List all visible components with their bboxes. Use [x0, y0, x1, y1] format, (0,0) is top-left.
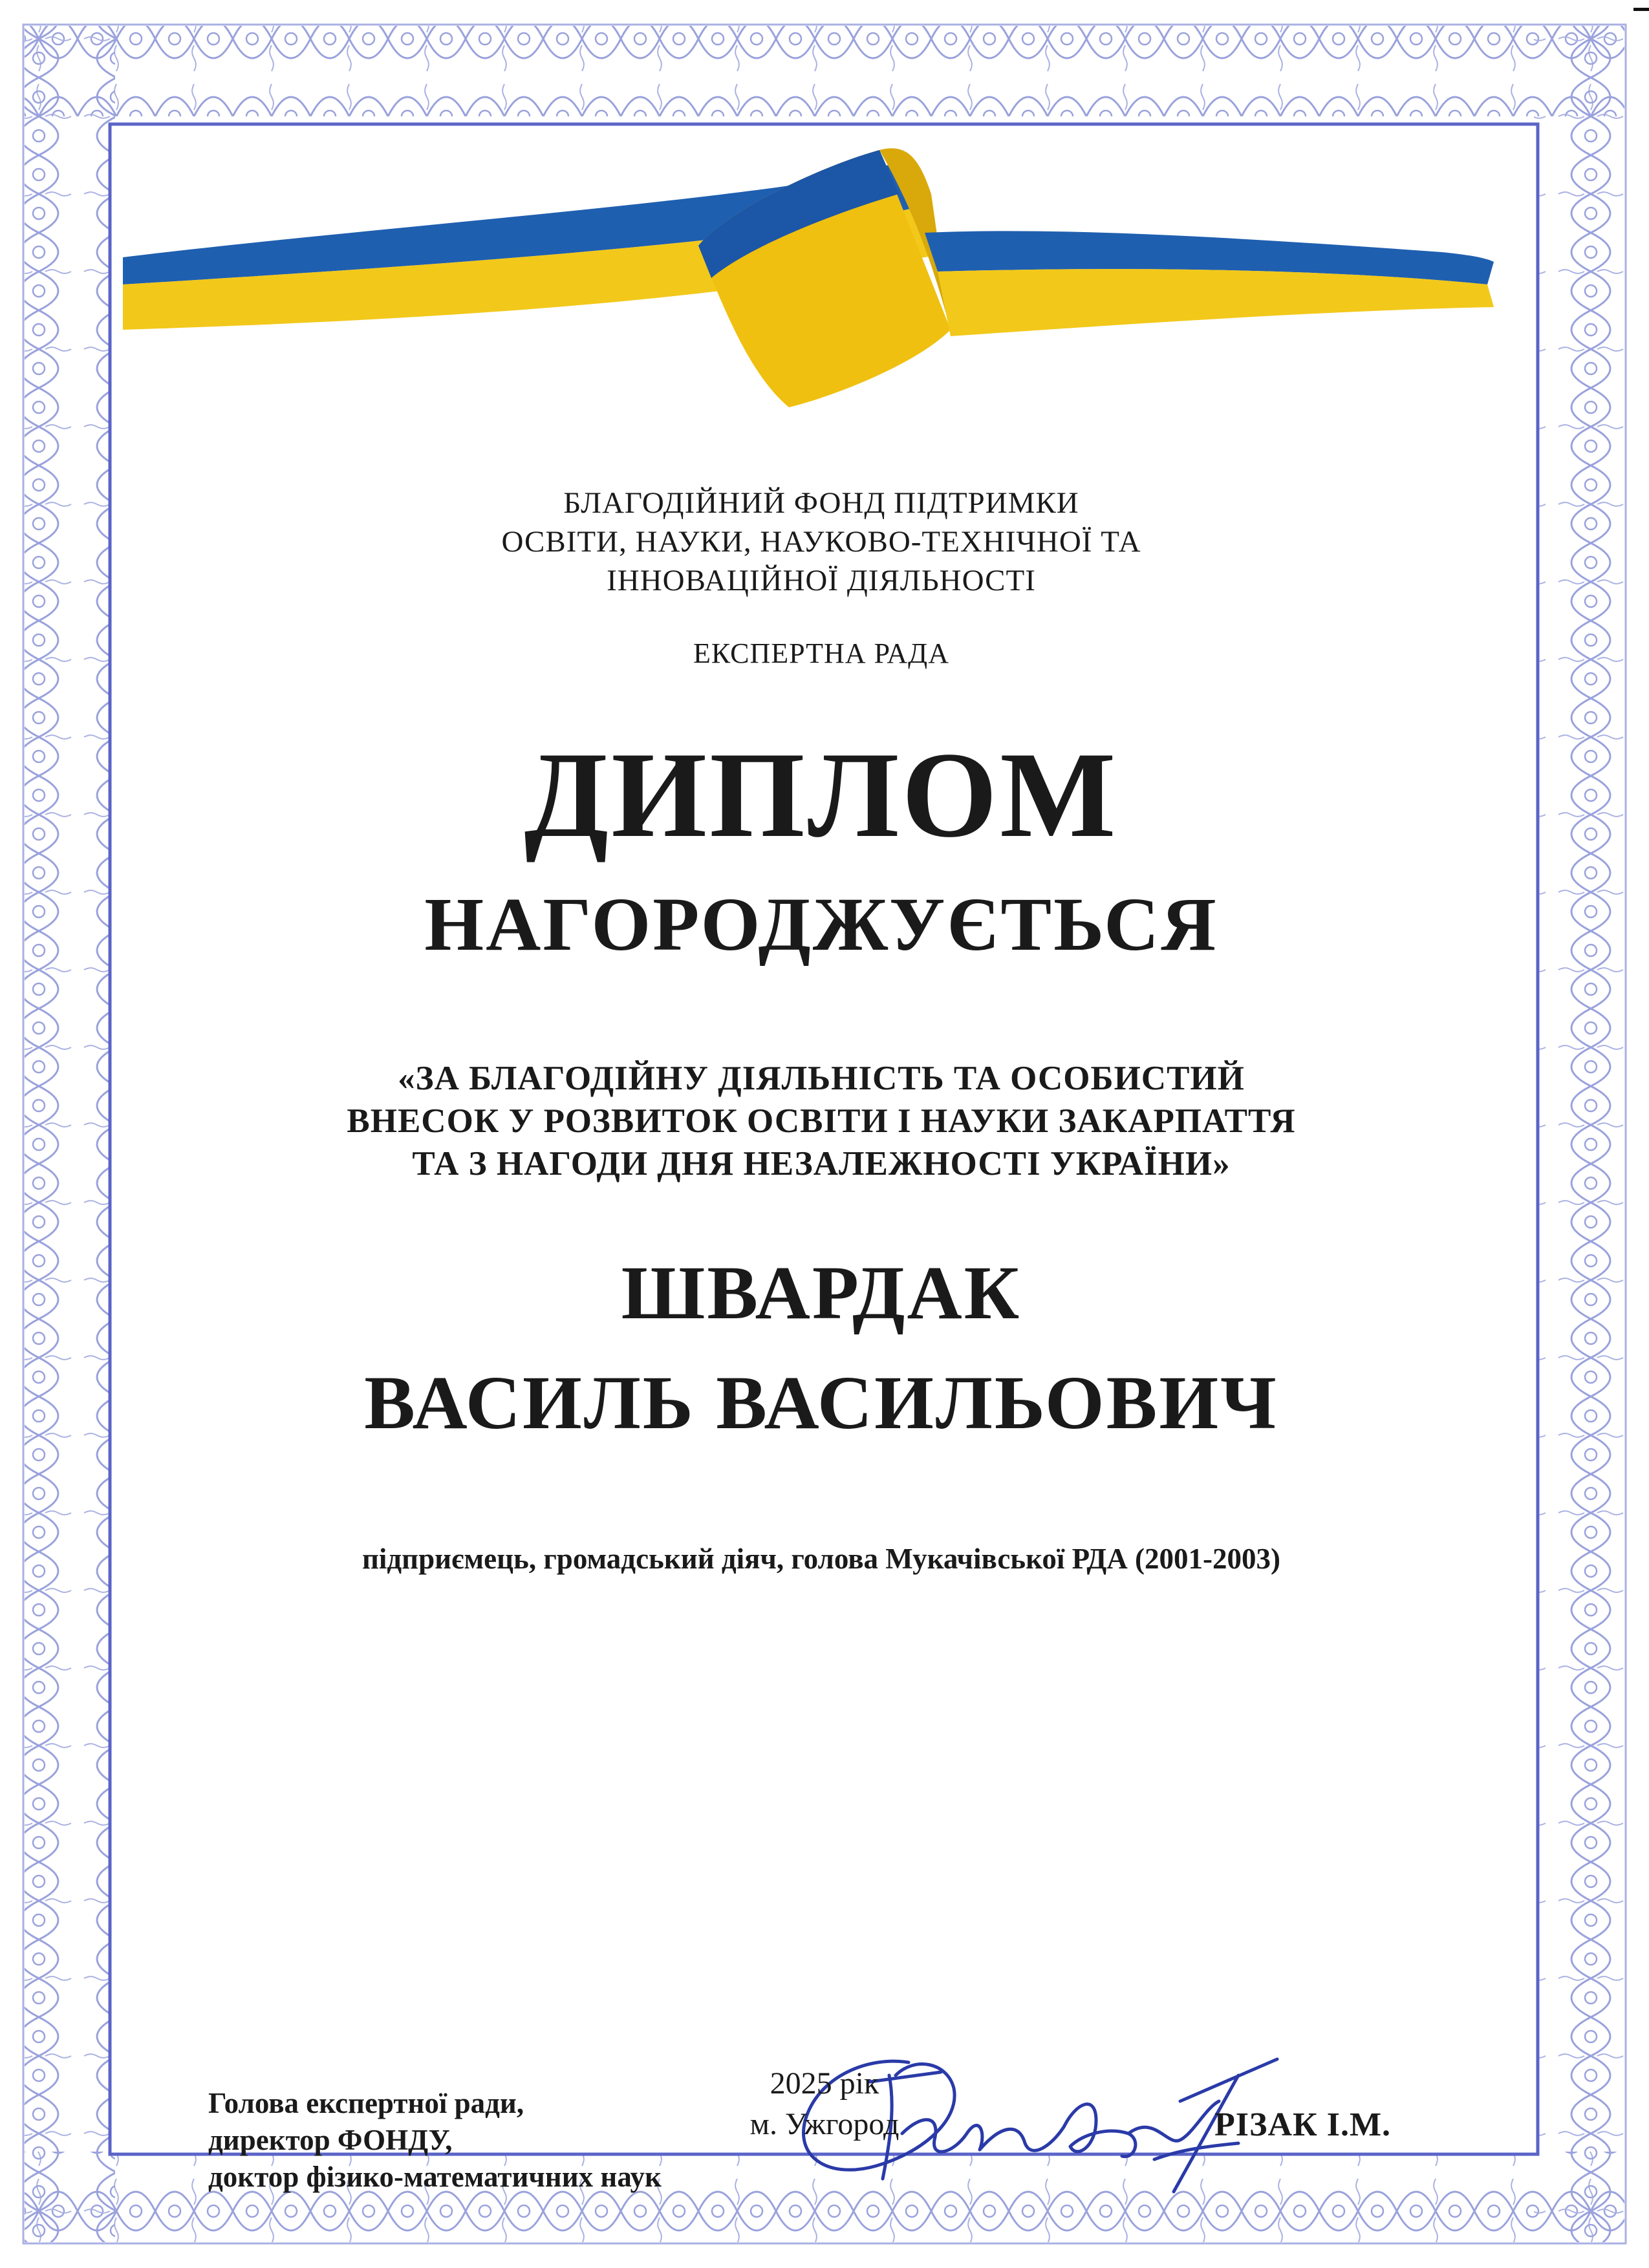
recipient-description: підприємець, громадський діяч, голова Мукачівської РДА (2001-2003)	[361, 1543, 1281, 1575]
document-year: 2025 рік	[770, 2066, 879, 2101]
foundation-name	[116, 484, 1526, 600]
diploma-title: ДИПЛОМ	[524, 727, 1119, 863]
reason-line: «ЗА БЛАГОДІЙНУ ДІЯЛЬНІСТЬ ТА ОСОБИСТИЙ	[398, 1060, 1245, 1097]
foundation-line: ОСВІТИ, НАУКИ, НАУКОВО-ТЕХНІЧНОЇ ТА	[501, 525, 1141, 559]
signer-title-line: доктор фізико-математичних наук	[208, 2161, 662, 2193]
signer-title-line: директор ФОНДУ,	[208, 2124, 453, 2156]
recipient-surname: ШВАРДАК	[621, 1250, 1022, 1335]
council-name: ЕКСПЕРТНА РАДА	[693, 637, 949, 669]
recipient-name: ВАСИЛЬ ВАСИЛЬОВИЧ	[364, 1360, 1278, 1445]
reason-line: ВНЕСОК У РОЗВИТОК ОСВІТИ І НАУКИ ЗАКАРПАТТЯ	[347, 1102, 1296, 1140]
awarded-heading: НАГОРОДЖУЄТЬСЯ	[424, 882, 1218, 967]
foundation-line: ІННОВАЦІЙНОЇ ДІЯЛЬНОСТІ	[607, 564, 1036, 597]
foundation-line: БЛАГОДІЙНИЙ ФОНД ПІДТРИМКИ	[563, 486, 1079, 520]
signer-name: РІЗАК І.М.	[1214, 2106, 1392, 2143]
document-city: м. Ужгород	[749, 2107, 900, 2141]
reason-line: ТА З НАГОДИ ДНЯ НЕЗАЛЕЖНОСТІ УКРАЇНИ»	[412, 1145, 1231, 1182]
signer-title-line: Голова експертної ради,	[208, 2087, 524, 2119]
award-reason	[116, 1057, 1526, 1185]
